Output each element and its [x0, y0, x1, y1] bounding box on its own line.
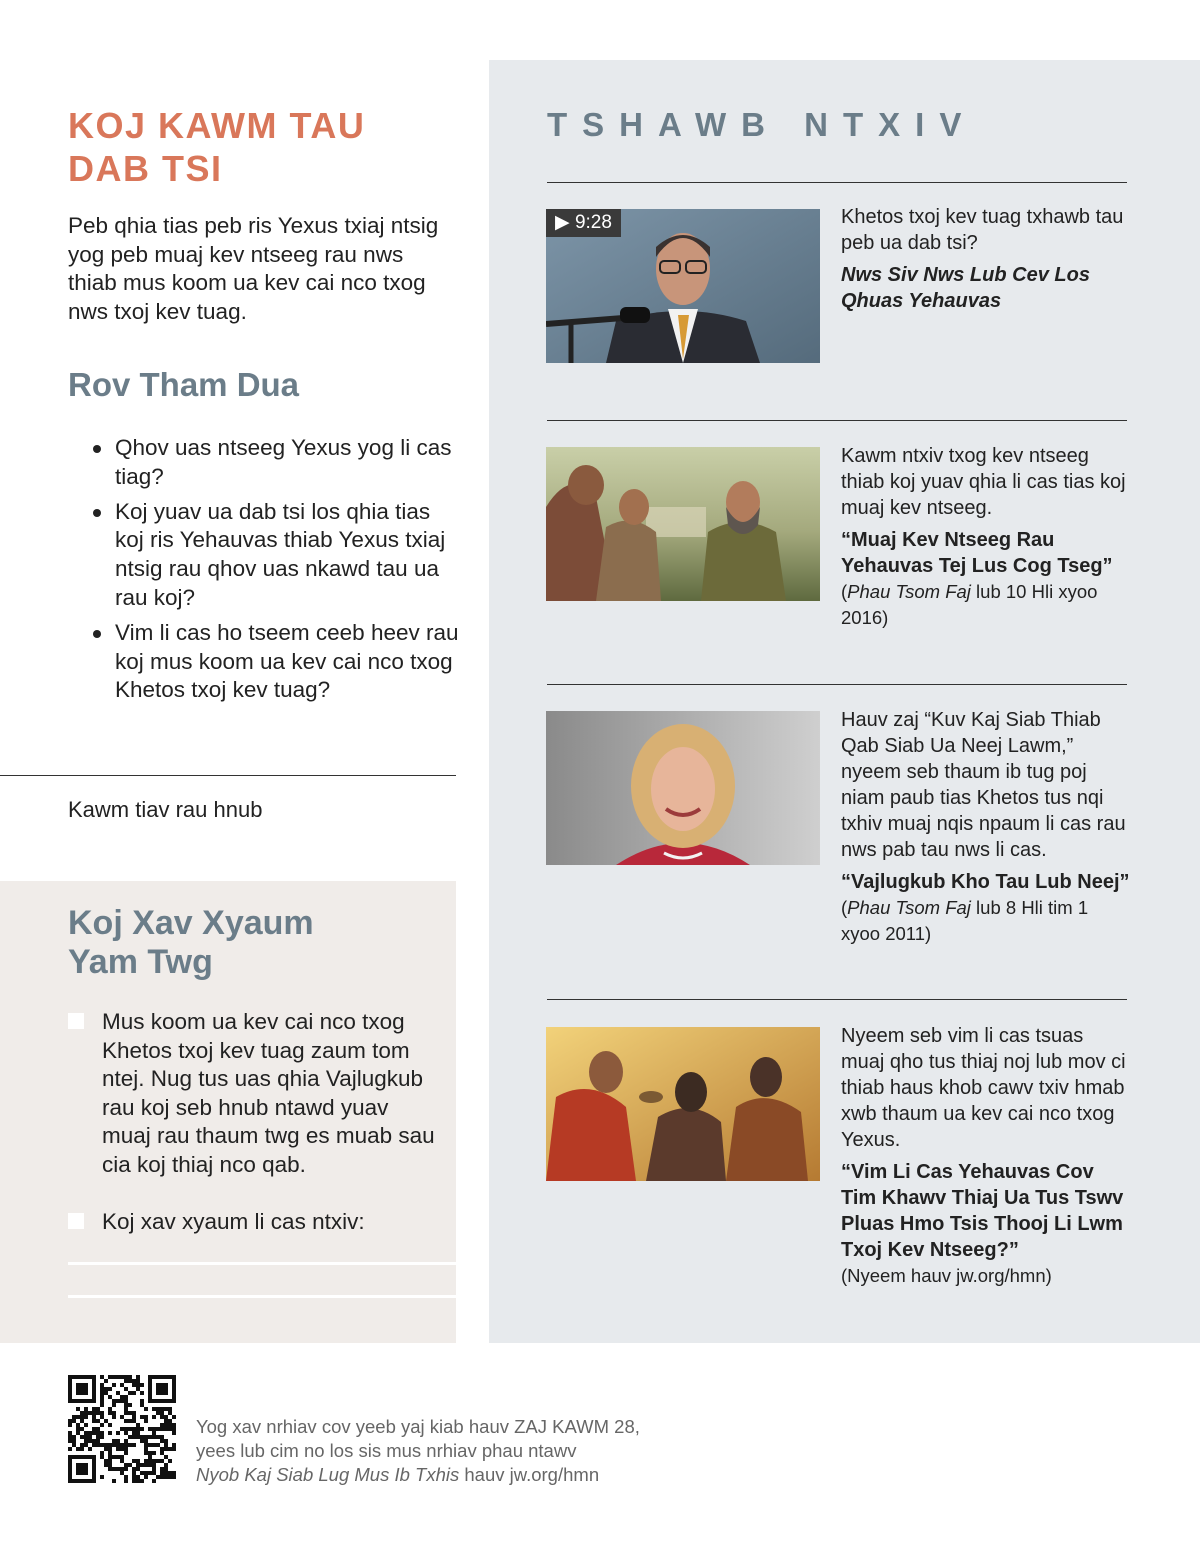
explore-item: Hauv zaj “Kuv Kaj Siab Thiab Qab Siab Ua Neej Lawm,” nyeem seb thaum ib tug poj niam paub tias Khetos tus nqi txhiv muaj nqis npaum li cas rau nws pab tau nws li cas. “Vajlugkub Kho Tau Lub Neej” (Phau Tsom Faj lub 8 Hli tim 1 xyoo 2011)	[841, 707, 1131, 947]
article-source: (Phau Tsom Faj lub 8 Hli tim 1 xyoo 2011)	[841, 897, 1089, 944]
article-image[interactable]	[546, 1027, 820, 1181]
review-questions	[90, 434, 460, 711]
writing-line[interactable]	[68, 1295, 456, 1298]
explore-item: Khetos txoj kev tuag txhawb tau peb ua dab tsi? Nws Siv Nws Lub Cev Los Qhuas Yehauvas	[841, 204, 1131, 314]
goal-checkbox[interactable]	[68, 1213, 84, 1229]
video-duration-badge: ▶ 9:28	[546, 209, 621, 237]
article-title-link[interactable]: “Vajlugkub Kho Tau Lub Neej”	[841, 871, 1130, 893]
goal-checkbox[interactable]	[68, 1013, 84, 1029]
video-title-link[interactable]: Nws Siv Nws Lub Cev Los Qhuas Yehauvas	[841, 264, 1090, 312]
footer-text: Yog xav nrhiav cov yeeb yaj kiab hauv ZAJ KAWM 28, yees lub cim no los sis mus nrhiav phau ntawv Nyob Kaj Siab Lug Mus Ib Txhis hauv jw.org/hmn	[196, 1416, 640, 1485]
review-heading: Rov Tham Dua	[68, 366, 300, 403]
bullet-icon	[93, 445, 101, 453]
qr-code-icon[interactable]	[68, 1375, 176, 1483]
review-question: Vim li cas ho tseem ceeb heev rau koj mus koom ua kev cai nco txog Khetos txoj kev tuag?	[90, 619, 460, 705]
article-source: (Nyeem hauv jw.org/hmn)	[841, 1265, 1052, 1286]
divider	[0, 775, 456, 776]
biblical-men-image	[546, 447, 820, 601]
smiling-woman-image	[546, 711, 820, 865]
goal-item: Mus koom ua kev cai nco txog Khetos txoj kev tuag zaum tom ntej. Nug tus uas qhia Vajlugkub rau koj seb hnub ntawd yuav muaj rau thaum twg es muab sau cia koj thiaj nco qab.	[68, 1008, 438, 1180]
divider	[547, 182, 1127, 183]
play-icon: ▶	[555, 212, 570, 233]
heading-line-2: DAB TSI	[68, 148, 223, 189]
writing-line[interactable]	[68, 1262, 456, 1265]
goals-heading: Koj Xav Xyaum Yam Twg	[68, 904, 314, 981]
bullet-icon	[93, 630, 101, 638]
explore-item: Kawm ntxiv txog kev ntseeg thiab koj yuav qhia li cas tias koj muaj kev ntseeg. “Muaj Kev Ntseeg Rau Yehauvas Tej Lus Cog Tseg” (Phau Tsom Faj lub 10 Hli xyoo 2016)	[841, 443, 1131, 631]
article-title-link[interactable]: “Muaj Kev Ntseeg Rau Yehauvas Tej Lus Cog Tseg”	[841, 529, 1113, 577]
article-title-link[interactable]: “Vim Li Cas Yehauvas Cov Tim Khawv Thiaj Ua Tus Tswv Pluas Hmo Tsis Thooj Li Lwm Txoj Kev Ntseeg?”	[841, 1161, 1124, 1261]
review-question: Qhov uas ntseeg Yexus yog li cas tiag?	[90, 434, 460, 492]
goal-item: Koj xav xyaum li cas ntxiv:	[68, 1208, 438, 1237]
divider	[547, 999, 1127, 1000]
summary-text: Peb qhia tias peb ris Yexus txiaj ntsig yog peb muaj kev ntseeg rau nws thiab mus koom ua kev cai nco txog nws txoj kev tuag.	[68, 213, 439, 324]
article-image[interactable]	[546, 711, 820, 865]
lesson-summary-heading	[68, 104, 468, 190]
explore-item: Nyeem seb vim li cas tsuas muaj qho tus thiaj noj lub mov ci thiab haus khob cawv txiv hmab xwb thaum ua kev cai nco txog Yexus. “Vim Li Cas Yehauvas Cov Tim Khawv Thiaj Ua Tus Tswv Pluas Hmo Tsis Thooj Li Lwm Txoj Kev Ntseeg?” (Nyeem hauv jw.org/hmn)	[841, 1023, 1131, 1289]
review-question: Koj yuav ua dab tsi los qhia tias koj ris Yehauvas thiab Yexus txiaj ntsig rau qhov uas nkawd tau ua rau koj?	[90, 498, 460, 613]
heading-line-1: KOJ KAWM TAU	[68, 105, 366, 146]
divider	[547, 684, 1127, 685]
bullet-icon	[93, 509, 101, 517]
completion-date-label[interactable]: Kawm tiav rau hnub	[68, 797, 263, 822]
last-supper-image	[546, 1027, 820, 1181]
qr-code-graphic	[68, 1375, 176, 1483]
video-thumbnail[interactable]	[546, 209, 820, 363]
divider	[547, 420, 1127, 421]
article-source: (Phau Tsom Faj lub 10 Hli xyoo 2016)	[841, 581, 1098, 628]
explore-heading: TSHAWB NTXIV	[547, 106, 977, 143]
article-image[interactable]	[546, 447, 820, 601]
